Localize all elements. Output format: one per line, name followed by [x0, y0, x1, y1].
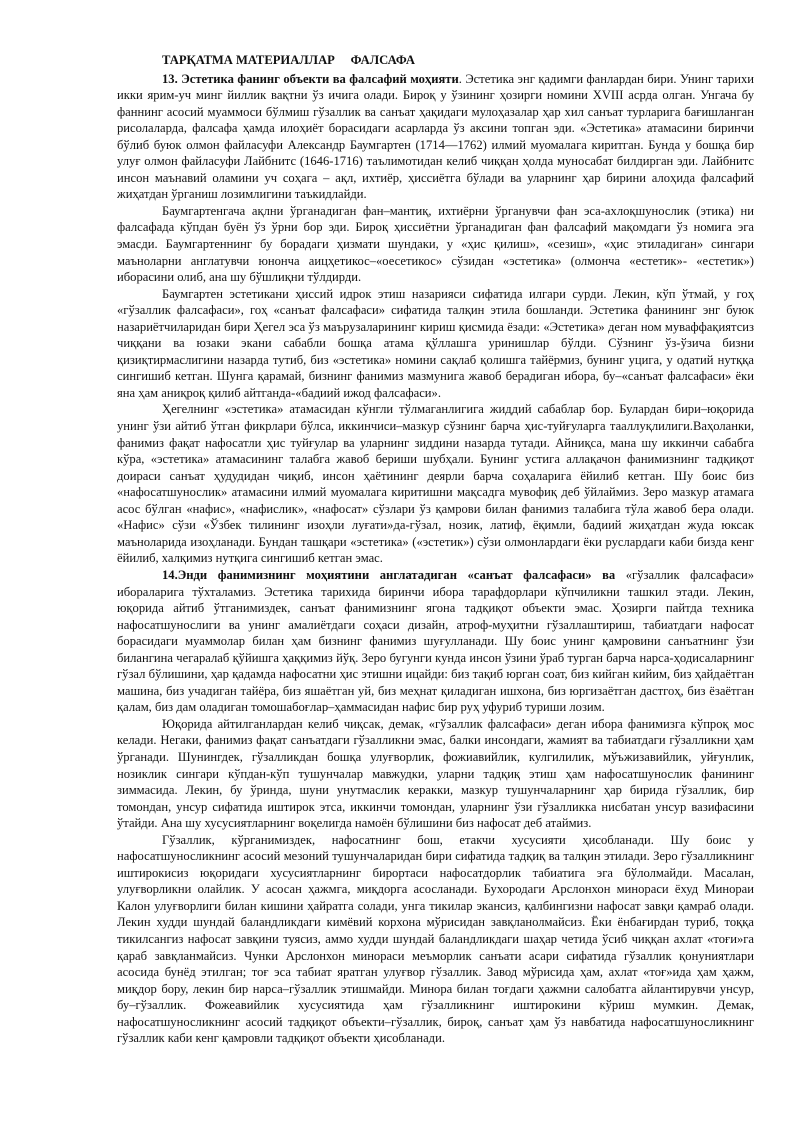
- document-header: ТАРҚАТМА МАТЕРИАЛЛАР ФАЛСАФА: [162, 53, 415, 67]
- paragraph-baumgarten-before: Баумгартенгача ақлни ўрганадиган фан–мантиқ, ихтиёрни ўрганувчи фан эса-ахлоқшунослик (этика) ни фалсафада кўпдан буён ўз ўрни бор эди. Бироқ ҳиссиётни ўрганадиган фан фалсафий мақомдаги ўз номига эга эмасди. Баумгартеннинг бу борадаги ҳизмати шундаки, у «ҳис қилиш», «сезиш», «ҳис этиладиган» сингари маъноларни англатувчи юнонча аицҳетикос–«оесетикос» сўзидан «эстетика» (олмонча «естетик»- «естетик») иборасини олиб, ана шу бўшлиқни тўлдирди.: [117, 203, 754, 285]
- paragraph-beauty-main: Гўзаллик, кўрганимиздек, нафосатнинг бош, етакчи хусусияти ҳисобланади. Шу боис у нафосатшуносликнинг асосий мезоний тушунчаларидан бири сифатида тадқиқ ва талқин этилади. Зеро гўзалликнинг иштирокисиз юқоридаги хусусиятларнинг бирортаси нафосатдорлик табиатига эга бўлолмайди. Масалан, улуғворликни олайлик. У асосан ҳажмга, миқдорга асосланади. Бухородаги Арслонхон минораси ёхуд Минораи Калон улуғворлиги билан кишини ҳайратга солади, унга тикилар экансиз, қалбингизни нафосат завқи қамраб олади. Лекин худди шундай баландликдаги кимёвий корхона мўрисидан завқланолмайсиз. Ёки ёнбағирдан туриб, тоққа тикилсангиз нафосат завқини туясиз, аммо худди шундай баландликдаги шаҳар четида ўсиб чиққан ахлат «тоғи»га қараб завқланмайсиз. Чунки Арслонхон минораси меъморлик санъати асари сифатида гўзаллик қонуниятлари асосида бунёд этилган; тоғ эса табиат яратган улуғвор гўзаллик. Завод мўрисида ҳам, ахлат «тоғ»ида ҳам ҳажм, миқдор бору, лекин бир нарса–гўзаллик этишмайди. Минора билан тоғдаги ҳажмни салобатга айлантирувчи унсур, бу–гўзаллик. Фожеавийлик хусусиятида ҳам гўзалликнинг иштирокини кўриш мумкин. Демак, нафосатшуносликнинг асосий тадқиқот объекти–гўзаллик, бироқ, санъат ҳам ўз навбатида нафосатшуносликнинг гўзаллик каби кенг қамровли тадқиқот объекти ҳисобланади.: [117, 832, 754, 1046]
- paragraph-beauty-philosophy: Юқорида айтилганлардан келиб чиқсак, демак, «гўзаллик фалсафаси» деган ибора фанимизга кўпроқ мос келади. Негаки, фанимиз фақат санъатдаги гўзалликни эмас, балки инсондаги, жамият ва табиатдаги гўзалликни ҳам ўрганади. Шунингдек, гўзалликдан бошқа улуғворлик, фожиавийлик, кулгилилик, мўъжизавийлик, уйғунлик, нозиклик сингари кўпдан-кўп тушунчалар мавжудки, уларни тадқиқ этиш ҳам нафосатшунослик фанининг зиммасида. Лекин, бу ўринда, шуни унутмаслик керакки, мазкур тушунчаларнинг ҳар бирида гўзаллик, бир томондан, унсур сифатида иштирок этса, иккинчи томондан, уларнинг ўзи гўзалликка нисбатан унсур вазифасини ўтайди. Ана шу хусусиятларнинг воқелигда намоён бўлишини биз нафосат деб атаймиз.: [117, 716, 754, 831]
- paragraph-hegel: Ҳегелнинг «эстетика» атамасидан кўнгли тўлмаганлигига жиддий сабаблар бор. Булардан бири–юқорида унинг ўзи айтиб ўтган фикрлари бўлса, иккинчиси–мазкур сўзнинг барча ҳис-туйғуларга тааллуқлилиги.Ваҳоланки, фанимиз фақат нафосатли ҳис туйғулар ва уларнинг зиддини назарда тутади. Айниқса, мана шу иккинчи сабабга кўра, «эстетика» атамасининг талабга жавоб бериши шубҳали. Бунинг устига аллақачон фанимизнинг тадқиқот доираси санъат ҳудудидан чиқиб, инсон ҳаётининг деярли барча соҳаларига ёйилиб кетган. Шу боис биз «нафосатшунослик» атамасини илмий муомалага киритишни мақсадга мувофиқ деб ўйлаймиз. Зеро мазкур атамага асос бўлган «нафис», «нафислик», «нафосат» сўзлари ўз қамрови билан фанимиз талабига тўла жавоб бера олади. «Нафис» сўзи «Ўзбек тилининг изоҳли луғати»да-гўзал, нозик, латиф, ёқимли, бадиий жиҳатдан жуда юксак маъноларида изоҳланади. Бундан ташқари «эстетика» («эстетик») сўзи олмонлардаги ёки руслардаги каби бизда кенг ёйилиб, халқимиз нутқига сингишиб кетган эмас.: [117, 402, 754, 566]
- section-heading-14: 14.Энди фанимизнинг моҳиятини англатадиган «санъат фалсафаси» ва: [162, 567, 616, 582]
- paragraph-baumgarten-theory: Баумгартен эстетикани ҳиссий идрок этиш назарияси сифатида илгари сурди. Лекин, кўп ўтмай, у гоҳ «гўзаллик фалсафаси», гоҳ «санъат фалсафаси» сифатида талқин этила бошланди. Эстетика фанининг энг буюк назариётчиларидан бири Ҳегел эса ўз маърузаларининг кириш қисмида ёзади: «Эстетика» деган ном муваффақиятсиз чиққани ва юзаки экани сабабли бошқа атама қўллашга уринишлар бўлди. Сўзнинг ўз-ўзича бизни қизиқтирмаслигини назарда тутиб, биз «эстетика» номини сақлаб қолишга тайёрмиз, бунинг уцига, у одатий нутққа сингишиб кетган. Шунга қарамай, бизнинг фанимиз мазмунига жавоб берадиган ибора, бу–«санъат фалсафаси» ёки яна ҳам аниқроқ қилиб айтганда-«бадиий ижод фалсафаси».: [117, 286, 754, 400]
- paragraph-13-text: . Эстетика энг қадимги фанлардан бири. Унинг тарихи икки ярим-уч минг йиллик вақтни ўз ичига олади. Бироқ у ўзининг ҳозирги номини XVIII асрда олган. Унгача бу фаннинг асосий муаммоси бўлмиш гўзаллик ва санъат ҳақидаги мулоҳазалар ҳар хил санъат турларига бағишланган рисолаларда, фалсафа ҳамда илоҳиёт борасидаги асарларда ўз аксини топган эди. «Эстетика» атамасини биринчи бўлиб буюк олмон файласуфи Александр Баумгартен (1714—1762) илмий муомалага киритган. Бунда у бошқа бир улуғ олмон файласуфи Лайбнитс (1646-1716) таълимотидан келиб чиққан ҳолда муносабат билдирган эди. Лайбнитс инсон маънавий оламини уч соҳага – ақл, ихтиёр, ҳиссиётга бўлади ва уларнинг ҳар бирини алоҳида фалсафий жиҳатдан ўрганиш лозимлигини таъкидлайди.: [117, 71, 754, 202]
- paragraph-14: [117, 567, 754, 716]
- paragraph-14-text: «гўзаллик фалсафаси» ибораларига тўхталамиз. Эстетика тарихида биринчи ибора тарафдорлари кўпчиликни ташкил этади. Лекин, юқорида айтиб ўтганимиздек, санъат фанимизнинг ягона тадқиқот объекти эмас. Ҳозирги пайтда техника нафосатшунослиги ва унинг амалиётдаги соҳаси дизайн, атроф-муҳитни гўзаллаштириш, табиатдаги нафосат борасидаги муаммолар билан ҳам бизнинг фанимиз шуғулланади. Шу боис унинг қамровини санъатнинг ўзи билангина чегаралаб қўйишга ҳаққимиз йўқ. Зеро бугунги кунда инсон ўзини ўраб турган барча нарса-ҳодисаларнинг гўзал бўлишини, ҳар қадамда нафосатни ҳис этишни ицайди: биз тақиб юрган соат, биз кийган кийим, биз ҳайдаётган машина, биз учадиган тайёра, биз яшаётган уй, биз меҳнат қиладиган ишхона, биз юргизаётган дастгоҳ, биз ёзаётган қалам, биз дам оладиган томошабоғлар–ҳаммасидан нафис бир руҳ уфуриб туриши лозим.: [117, 567, 754, 715]
- paragraph-13: [117, 71, 754, 203]
- section-heading-13: 13. Эстетика фанинг объекти ва фалсафий моҳияти: [162, 71, 459, 86]
